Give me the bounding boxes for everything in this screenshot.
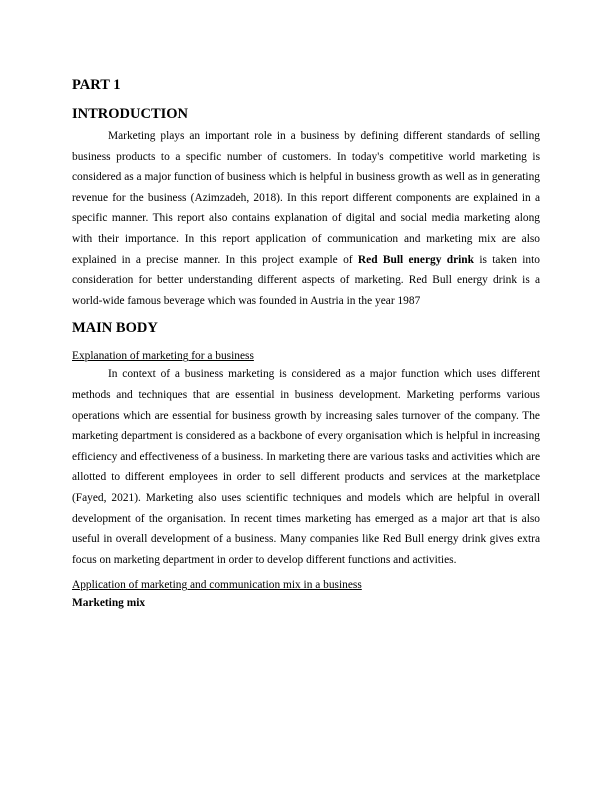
marketing-mix-label: Marketing mix [72,597,146,610]
introduction-heading: INTRODUCTION [72,106,189,122]
marketing-mix-application-subheading: Application of marketing and communication mix in a business [72,579,362,592]
company-name-bold: Red Bull energy drink [357,253,474,266]
marketing-explanation-paragraph: In context of a business marketing is considered as a major function which uses different methods and techniques that are essential in business development. Marketing performs various operations which are essential for business growth by increasing sales turnover of the company. The marketing department is considered as a backbone of every organisation which is helpful in increasing efficiency and effectiveness of a business. In marketing there are various tasks and activities which are allotted to different employees in order to sell different products and services at the marketplace (Fayed, 2021). Marketing also uses scientific techniques and models which are helpful in overall development of the organisation. In recent times marketing has emerged as a major art that is also useful in overall development of a business. Many companies like Red Bull energy drink gives extra focus on marketing department in order to develop different functions and activities. [72,368,540,566]
introduction-paragraph [72,126,540,311]
marketing-explanation-subheading: Explanation of marketing for a business [72,350,254,363]
introduction-text-start: Marketing plays an important role in a business by defining different standards of selling business products to a specific number of customers. In today's competitive world marketing is considered as a major function of business which is helpful in business growth as well as in generating revenue for the business (Azimzadeh, 2018). In this report different components are explained in a specific manner. This report also contains explanation of digital and social media marketing along with their importance. In this report application of communication and marketing mix are also explained in a precise manner. In this project example of [72,130,540,266]
part-heading: PART 1 [72,77,121,93]
introduction-text-end: is taken into consideration for better understanding different aspects of marketing. Red Bull energy drink is a world-wide famous beverage which was founded in Austria in the year 1987 [72,253,540,307]
main-body-heading: MAIN BODY [72,320,158,337]
document-page [72,76,540,612]
